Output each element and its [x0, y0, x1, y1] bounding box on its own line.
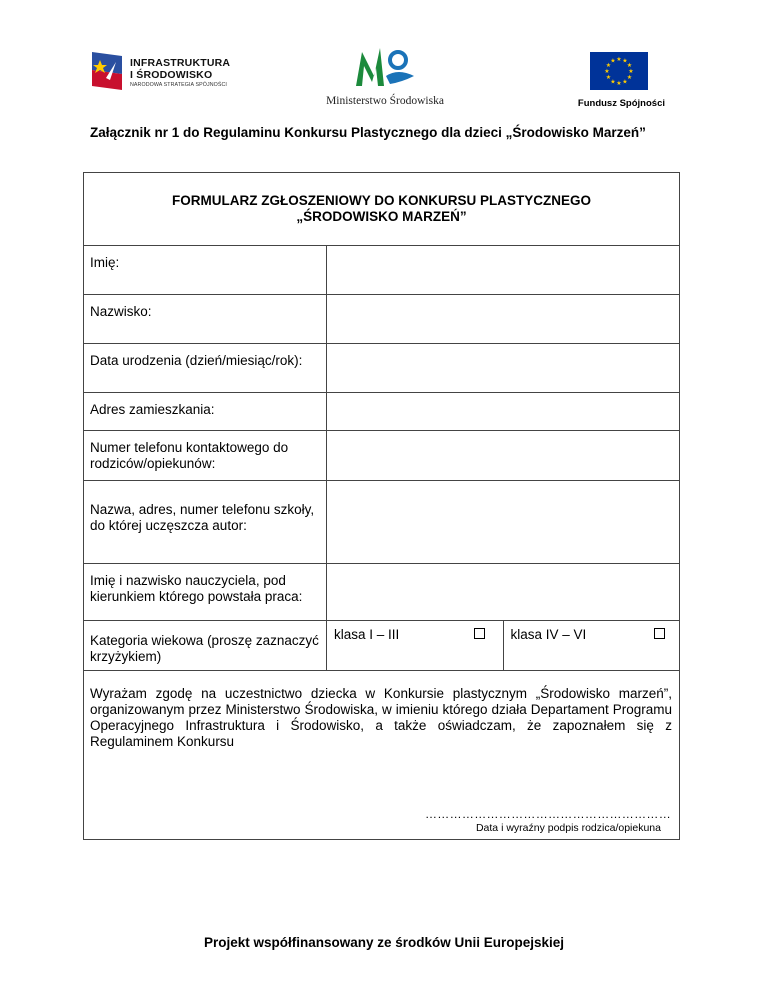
last-name-label: Nazwisko:	[84, 295, 327, 343]
ministry-logo	[315, 38, 455, 113]
form-row-parent-phone	[84, 431, 679, 481]
category-option-1-3	[327, 621, 504, 670]
svg-text:★: ★	[622, 57, 628, 65]
svg-text:★: ★	[605, 62, 612, 69]
last-name-field[interactable]	[327, 295, 679, 343]
consent-text: Wyrażam zgodę na uczestnictwo dziecka w Konkursie plastycznym „Środowisko marzeń”, organizowanym przez Ministerstwo Środowiska, w imieniu którego działa Departament Programu Operacyjnego Infrastruktura i Środowisko, a także oświadczam, że zapoznałem się z Regulaminem Konkursu	[90, 686, 672, 749]
logo-text-line1: INFRASTRUKTURA	[130, 57, 231, 69]
svg-text:★: ★	[628, 68, 634, 75]
form-row-first-name	[84, 246, 679, 295]
parent-phone-label: Numer telefonu kontaktowego do rodziców/opiekunów:	[84, 431, 327, 480]
category-option-1-3-label: klasa I – III	[334, 627, 400, 642]
category-4-6-checkbox[interactable]	[654, 628, 665, 639]
form-row-birth-date	[84, 344, 679, 393]
address-field[interactable]	[327, 393, 679, 430]
form-row-teacher	[84, 564, 679, 621]
infrastruktura-logo	[90, 48, 240, 93]
teacher-field[interactable]	[327, 564, 679, 620]
address-label: Adres zamieszkania:	[84, 393, 327, 430]
svg-text:★: ★	[622, 78, 628, 86]
ministry-caption: Ministerstwo Środowiska	[326, 95, 444, 107]
consent-section	[84, 671, 679, 839]
logo-text-line2: I ŚRODOWISKO	[130, 69, 213, 81]
form-row-school	[84, 481, 679, 564]
parent-phone-field[interactable]	[327, 431, 679, 480]
category-option-4-6	[504, 621, 680, 670]
form-title-line2: „ŚRODOWISKO MARZEŃ”	[296, 209, 467, 224]
form-row-category	[84, 621, 679, 671]
school-field[interactable]	[327, 481, 679, 563]
form-row-address	[84, 393, 679, 431]
svg-text:★: ★	[616, 80, 622, 87]
birth-date-label: Data urodzenia (dzień/miesiąc/rok):	[84, 344, 327, 392]
birth-date-field[interactable]	[327, 344, 679, 392]
svg-text:★: ★	[605, 74, 612, 81]
first-name-label: Imię:	[84, 246, 327, 294]
form-title-line1: FORMULARZ ZGŁOSZENIOWY DO KONKURSU PLASTYCZNEGO	[172, 193, 591, 208]
cohesion-fund-logo	[560, 52, 670, 112]
logo-text-line3: NARODOWA STRATEGIA SPÓJNOŚCI	[130, 82, 227, 88]
svg-text:★: ★	[616, 56, 622, 63]
cohesion-fund-caption: Fundusz Spójności	[577, 98, 665, 109]
annex-title: Załącznik nr 1 do Regulaminu Konkursu Plastycznego dla dzieci „Środowisko Marzeń”	[90, 125, 646, 140]
ministry-emblem-icon	[350, 38, 420, 93]
signature-caption: Data i wyraźny podpis rodzica/opiekuna	[475, 822, 661, 834]
category-1-3-checkbox[interactable]	[474, 628, 485, 639]
form-row-last-name	[84, 295, 679, 344]
form-title	[84, 173, 679, 246]
svg-text:★: ★	[626, 74, 633, 81]
eu-flag-icon	[590, 52, 648, 90]
application-form	[83, 172, 680, 840]
category-options	[327, 621, 679, 670]
svg-text:★: ★	[610, 78, 616, 86]
signature-line[interactable]: ……………………………………………………	[425, 807, 671, 821]
category-label: Kategoria wiekowa (proszę zaznaczyć krzyżykiem)	[84, 621, 327, 670]
svg-text:★: ★	[604, 68, 610, 75]
category-option-4-6-label: klasa IV – VI	[510, 627, 587, 642]
flag-logo-icon	[90, 48, 126, 92]
footer-text: Projekt współfinansowany ze środków Unii Europejskiej	[203, 935, 565, 950]
first-name-field[interactable]	[327, 246, 679, 294]
svg-text:★: ★	[610, 57, 616, 65]
school-label: Nazwa, adres, numer telefonu szkoły, do której uczęszcza autor:	[84, 481, 327, 563]
teacher-label: Imię i nazwisko nauczyciela, pod kierunkiem którego powstała praca:	[84, 564, 327, 620]
svg-text:★: ★	[626, 62, 633, 69]
